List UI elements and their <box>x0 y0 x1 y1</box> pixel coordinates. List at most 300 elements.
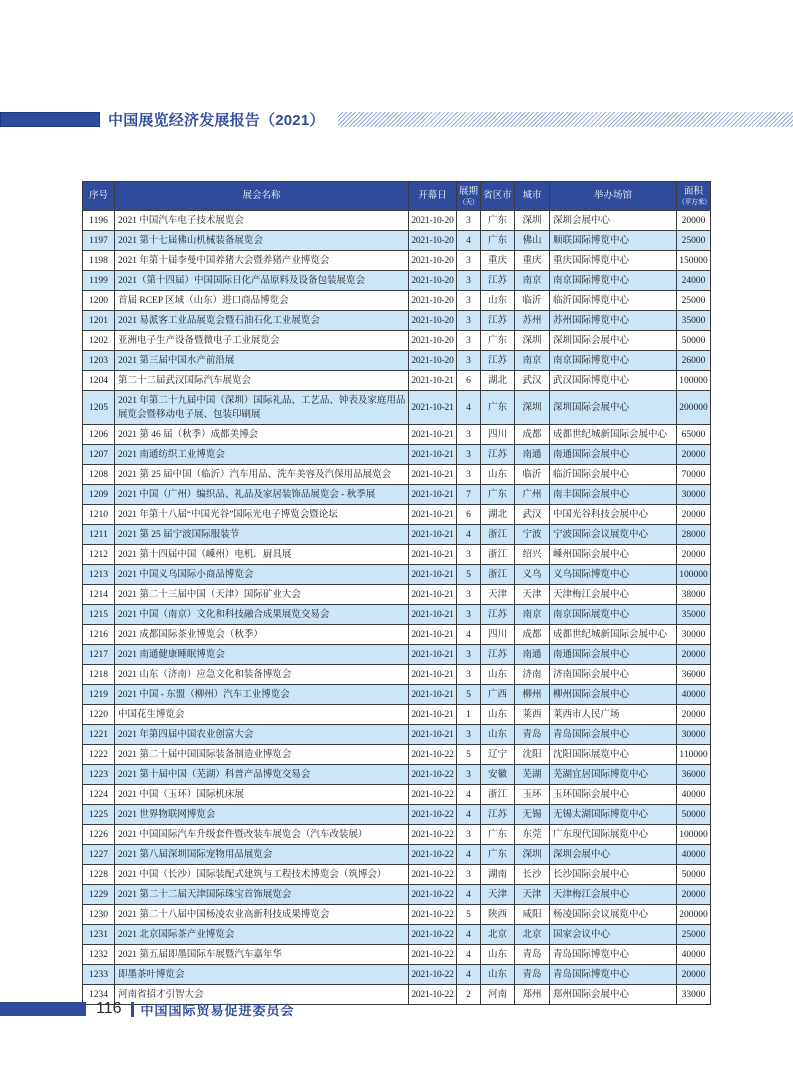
cell-name: 2021 第十七届佛山机械装备展览会 <box>115 231 409 251</box>
cell-date: 2021-10-21 <box>409 685 457 705</box>
cell-city: 深圳 <box>515 391 550 425</box>
cell-city: 广州 <box>515 485 550 505</box>
cell-no: 1221 <box>83 725 115 745</box>
cell-area: 150000 <box>677 251 711 271</box>
table-row <box>83 211 711 231</box>
page-footer <box>0 999 793 1019</box>
cell-venue: 南通国际会展中心 <box>550 645 677 665</box>
cell-no: 1222 <box>83 745 115 765</box>
cell-city: 天津 <box>515 885 550 905</box>
cell-date: 2021-10-22 <box>409 805 457 825</box>
cell-venue: 中国光谷科技会展中心 <box>550 505 677 525</box>
cell-date: 2021-10-22 <box>409 845 457 865</box>
cell-days: 3 <box>457 211 481 231</box>
cell-city: 佛山 <box>515 231 550 251</box>
cell-province: 安徽 <box>481 765 515 785</box>
cell-date: 2021-10-21 <box>409 665 457 685</box>
cell-no: 1227 <box>83 845 115 865</box>
cell-date: 2021-10-22 <box>409 865 457 885</box>
cell-days: 3 <box>457 545 481 565</box>
cell-city: 青岛 <box>515 725 550 745</box>
cell-name: 2021 中国（长沙）国际装配式建筑与工程技术博览会（筑博会） <box>115 865 409 885</box>
cell-date: 2021-10-21 <box>409 465 457 485</box>
cell-venue: 济南国际会展中心 <box>550 665 677 685</box>
cell-days: 3 <box>457 465 481 485</box>
cell-area: 25000 <box>677 925 711 945</box>
cell-name: 2021 第二十二届天津国际珠宝首饰展览会 <box>115 885 409 905</box>
table-row <box>83 271 711 291</box>
header-cell-province: 省区市 <box>481 182 515 211</box>
cell-province: 浙江 <box>481 525 515 545</box>
cell-date: 2021-10-21 <box>409 585 457 605</box>
cell-date: 2021-10-22 <box>409 745 457 765</box>
cell-area: 38000 <box>677 585 711 605</box>
cell-days: 3 <box>457 765 481 785</box>
cell-city: 武汉 <box>515 371 550 391</box>
cell-province: 江苏 <box>481 271 515 291</box>
cell-area: 65000 <box>677 425 711 445</box>
cell-days: 5 <box>457 685 481 705</box>
cell-days: 3 <box>457 645 481 665</box>
cell-days: 5 <box>457 905 481 925</box>
cell-area: 26000 <box>677 351 711 371</box>
cell-province: 天津 <box>481 585 515 605</box>
table-row <box>83 545 711 565</box>
cell-no: 1215 <box>83 605 115 625</box>
cell-no: 1203 <box>83 351 115 371</box>
cell-city: 柳州 <box>515 685 550 705</box>
cell-venue: 深圳国际会展中心 <box>550 391 677 425</box>
cell-area: 40000 <box>677 785 711 805</box>
hatch-pattern-decoration <box>338 112 793 127</box>
cell-no: 1232 <box>83 945 115 965</box>
cell-area: 24000 <box>677 271 711 291</box>
cell-no: 1200 <box>83 291 115 311</box>
cell-days: 3 <box>457 271 481 291</box>
cell-name: 2021 年第十八届“中国光谷”国际光电子博览会暨论坛 <box>115 505 409 525</box>
cell-area: 100000 <box>677 825 711 845</box>
cell-area: 20000 <box>677 445 711 465</box>
cell-city: 苏州 <box>515 311 550 331</box>
cell-days: 3 <box>457 825 481 845</box>
cell-date: 2021-10-22 <box>409 825 457 845</box>
table-row <box>83 231 711 251</box>
cell-days: 3 <box>457 605 481 625</box>
cell-city: 莱西 <box>515 705 550 725</box>
cell-province: 广东 <box>481 485 515 505</box>
cell-province: 山东 <box>481 945 515 965</box>
cell-name: 2021 中国义乌国际小商品博览会 <box>115 565 409 585</box>
cell-venue: 顺联国际博览中心 <box>550 231 677 251</box>
cell-name: 2021 成都国际茶业博览会（秋季） <box>115 625 409 645</box>
cell-area: 20000 <box>677 965 711 985</box>
cell-area: 35000 <box>677 605 711 625</box>
cell-date: 2021-10-21 <box>409 565 457 585</box>
cell-area: 100000 <box>677 565 711 585</box>
table-row <box>83 725 711 745</box>
table-row <box>83 645 711 665</box>
cell-date: 2021-10-21 <box>409 605 457 625</box>
cell-no: 1204 <box>83 371 115 391</box>
cell-city: 南通 <box>515 445 550 465</box>
cell-venue: 无锡太湖国际博览中心 <box>550 805 677 825</box>
cell-date: 2021-10-20 <box>409 351 457 371</box>
cell-days: 1 <box>457 705 481 725</box>
cell-date: 2021-10-22 <box>409 765 457 785</box>
cell-date: 2021-10-21 <box>409 705 457 725</box>
table-row <box>83 425 711 445</box>
cell-days: 4 <box>457 845 481 865</box>
cell-province: 四川 <box>481 625 515 645</box>
cell-city: 南京 <box>515 605 550 625</box>
cell-area: 20000 <box>677 645 711 665</box>
cell-province: 重庆 <box>481 251 515 271</box>
cell-area: 25000 <box>677 291 711 311</box>
cell-no: 1198 <box>83 251 115 271</box>
table-row <box>83 665 711 685</box>
cell-province: 广西 <box>481 685 515 705</box>
cell-date: 2021-10-20 <box>409 331 457 351</box>
table-row <box>83 445 711 465</box>
footer-divider <box>131 1002 134 1017</box>
cell-name: 2021 中国 - 东盟（柳州）汽车工业博览会 <box>115 685 409 705</box>
cell-venue: 青岛国际博览中心 <box>550 945 677 965</box>
cell-days: 4 <box>457 885 481 905</box>
table-row <box>83 845 711 865</box>
cell-name: 2021 年第十届李曼中国养猪大会暨养猪产业博览会 <box>115 251 409 271</box>
table-row <box>83 805 711 825</box>
cell-date: 2021-10-22 <box>409 925 457 945</box>
cell-name: 即墨茶叶博览会 <box>115 965 409 985</box>
cell-date: 2021-10-21 <box>409 505 457 525</box>
cell-city: 武汉 <box>515 505 550 525</box>
cell-date: 2021-10-21 <box>409 445 457 465</box>
table-row <box>83 485 711 505</box>
cell-venue: 天津梅江会展中心 <box>550 585 677 605</box>
cell-province: 湖北 <box>481 505 515 525</box>
cell-name: 2021 第五届即墨国际车展暨汽车嘉年华 <box>115 945 409 965</box>
table-row <box>83 351 711 371</box>
cell-date: 2021-10-22 <box>409 965 457 985</box>
cell-venue: 武汉国际博览中心 <box>550 371 677 391</box>
cell-province: 山东 <box>481 291 515 311</box>
cell-area: 40000 <box>677 685 711 705</box>
table-row <box>83 585 711 605</box>
cell-city: 义乌 <box>515 565 550 585</box>
cell-venue: 杨凌国际会议展览中心 <box>550 905 677 925</box>
cell-date: 2021-10-21 <box>409 545 457 565</box>
cell-city: 青岛 <box>515 965 550 985</box>
table-row <box>83 505 711 525</box>
cell-venue: 成都世纪城新国际会展中心 <box>550 425 677 445</box>
cell-area: 50000 <box>677 805 711 825</box>
cell-venue: 南京国际博览中心 <box>550 271 677 291</box>
cell-province: 浙江 <box>481 785 515 805</box>
cell-name: 亚洲电子生产设备暨微电子工业展览会 <box>115 331 409 351</box>
cell-area: 40000 <box>677 845 711 865</box>
cell-province: 山东 <box>481 465 515 485</box>
cell-province: 广东 <box>481 845 515 865</box>
table-row <box>83 745 711 765</box>
table-body <box>83 211 711 1005</box>
cell-city: 郑州 <box>515 985 550 1005</box>
cell-venue: 莱西市人民广场 <box>550 705 677 725</box>
cell-city: 玉环 <box>515 785 550 805</box>
cell-days: 4 <box>457 785 481 805</box>
cell-venue: 青岛国际会展中心 <box>550 725 677 745</box>
cell-venue: 宁波国际会议展览中心 <box>550 525 677 545</box>
cell-venue: 青岛国际博览中心 <box>550 965 677 985</box>
table-row <box>83 391 711 425</box>
table-row <box>83 705 711 725</box>
cell-date: 2021-10-22 <box>409 985 457 1005</box>
cell-days: 4 <box>457 945 481 965</box>
cell-no: 1210 <box>83 505 115 525</box>
cell-days: 4 <box>457 925 481 945</box>
cell-area: 50000 <box>677 331 711 351</box>
cell-days: 4 <box>457 625 481 645</box>
header-accent-bar <box>0 112 100 127</box>
cell-days: 5 <box>457 745 481 765</box>
cell-venue: 苏州国际博览中心 <box>550 311 677 331</box>
cell-date: 2021-10-22 <box>409 905 457 925</box>
cell-province: 陕西 <box>481 905 515 925</box>
cell-no: 1213 <box>83 565 115 585</box>
cell-province: 河南 <box>481 985 515 1005</box>
cell-area: 20000 <box>677 885 711 905</box>
cell-no: 1234 <box>83 985 115 1005</box>
cell-city: 济南 <box>515 665 550 685</box>
table-row <box>83 925 711 945</box>
cell-name: 2021 第十四届中国（嵊州）电机．厨具展 <box>115 545 409 565</box>
cell-no: 1224 <box>83 785 115 805</box>
cell-no: 1209 <box>83 485 115 505</box>
cell-province: 湖南 <box>481 865 515 885</box>
cell-area: 30000 <box>677 625 711 645</box>
cell-days: 2 <box>457 985 481 1005</box>
cell-days: 4 <box>457 231 481 251</box>
cell-days: 3 <box>457 425 481 445</box>
cell-days: 7 <box>457 485 481 505</box>
cell-province: 山东 <box>481 965 515 985</box>
table-row <box>83 465 711 485</box>
cell-province: 浙江 <box>481 565 515 585</box>
cell-name: 2021 中国（南京）文化和科技融合成果展览交易会 <box>115 605 409 625</box>
cell-city: 北京 <box>515 925 550 945</box>
cell-name: 2021 山东（济南）应急文化和装备博览会 <box>115 665 409 685</box>
cell-area: 200000 <box>677 391 711 425</box>
cell-name: 2021 中国汽车电子技术展览会 <box>115 211 409 231</box>
cell-name: 2021 中国国际汽车升级套件暨改装车展览会（汽车改装展） <box>115 825 409 845</box>
cell-venue: 芜湖宜居国际博览中心 <box>550 765 677 785</box>
table-row <box>83 865 711 885</box>
cell-days: 5 <box>457 565 481 585</box>
cell-venue: 南京国际展览中心 <box>550 605 677 625</box>
cell-venue: 郑州国际会展中心 <box>550 985 677 1005</box>
cell-name: 2021 第二十三届中国（天津）国际矿业大会 <box>115 585 409 605</box>
cell-city: 深圳 <box>515 331 550 351</box>
report-title: 中国展览经济发展报告（2021） <box>108 112 325 129</box>
header-cell-days: 展期 （天） <box>457 182 481 211</box>
cell-date: 2021-10-20 <box>409 291 457 311</box>
cell-name: 2021 第三届中国水产前沿展 <box>115 351 409 371</box>
cell-area: 28000 <box>677 525 711 545</box>
cell-area: 20000 <box>677 211 711 231</box>
table-row <box>83 311 711 331</box>
cell-name: 中国花生博览会 <box>115 705 409 725</box>
cell-area: 70000 <box>677 465 711 485</box>
cell-area: 33000 <box>677 985 711 1005</box>
cell-date: 2021-10-21 <box>409 425 457 445</box>
cell-venue: 国家会议中心 <box>550 925 677 945</box>
cell-no: 1211 <box>83 525 115 545</box>
header-cell-city: 城市 <box>515 182 550 211</box>
cell-days: 4 <box>457 391 481 425</box>
cell-city: 南通 <box>515 645 550 665</box>
cell-no: 1220 <box>83 705 115 725</box>
table-row <box>83 825 711 845</box>
table-row <box>83 605 711 625</box>
cell-province: 广东 <box>481 391 515 425</box>
cell-name: 2021 第二十八届中国杨凌农业高新科技成果博览会 <box>115 905 409 925</box>
cell-venue: 成都世纪城新国际会展中心 <box>550 625 677 645</box>
organization-name: 中国国际贸易促进委员会 <box>140 1002 295 1018</box>
cell-days: 6 <box>457 371 481 391</box>
cell-province: 四川 <box>481 425 515 445</box>
cell-area: 36000 <box>677 665 711 685</box>
cell-city: 深圳 <box>515 845 550 865</box>
cell-venue: 深圳会展中心 <box>550 845 677 865</box>
cell-city: 沈阳 <box>515 745 550 765</box>
cell-province: 山东 <box>481 665 515 685</box>
cell-name: 2021 中国（广州）编织品、礼品及家居装饰品展览会 - 秋季展 <box>115 485 409 505</box>
cell-date: 2021-10-20 <box>409 231 457 251</box>
cell-no: 1196 <box>83 211 115 231</box>
cell-area: 110000 <box>677 745 711 765</box>
cell-no: 1225 <box>83 805 115 825</box>
table-row <box>83 965 711 985</box>
cell-city: 深圳 <box>515 211 550 231</box>
cell-area: 30000 <box>677 485 711 505</box>
cell-venue: 广东现代国际展览中心 <box>550 825 677 845</box>
cell-days: 3 <box>457 725 481 745</box>
cell-date: 2021-10-20 <box>409 311 457 331</box>
cell-days: 6 <box>457 505 481 525</box>
cell-name: 河南省招才引智大会 <box>115 985 409 1005</box>
cell-area: 20000 <box>677 505 711 525</box>
cell-date: 2021-10-20 <box>409 211 457 231</box>
cell-province: 江苏 <box>481 445 515 465</box>
cell-area: 35000 <box>677 311 711 331</box>
cell-days: 3 <box>457 331 481 351</box>
cell-venue: 临沂国际会展中心 <box>550 465 677 485</box>
cell-no: 1226 <box>83 825 115 845</box>
cell-province: 广东 <box>481 331 515 351</box>
cell-days: 3 <box>457 251 481 271</box>
cell-city: 青岛 <box>515 945 550 965</box>
table-row <box>83 625 711 645</box>
cell-venue: 南通国际会展中心 <box>550 445 677 465</box>
cell-city: 成都 <box>515 625 550 645</box>
cell-city: 临沂 <box>515 291 550 311</box>
cell-province: 广东 <box>481 825 515 845</box>
cell-province: 广东 <box>481 211 515 231</box>
cell-area: 40000 <box>677 945 711 965</box>
cell-name: 第二十二届武汉国际汽车展览会 <box>115 371 409 391</box>
cell-no: 1205 <box>83 391 115 425</box>
cell-name: 2021（第十四届）中国国际日化产品原料及设备包装展览会 <box>115 271 409 291</box>
cell-name: 2021 中国（玉环）国际机床展 <box>115 785 409 805</box>
cell-no: 1208 <box>83 465 115 485</box>
cell-province: 北京 <box>481 925 515 945</box>
table-row <box>83 905 711 925</box>
cell-venue: 嵊州国际会展中心 <box>550 545 677 565</box>
cell-city: 东莞 <box>515 825 550 845</box>
cell-province: 浙江 <box>481 545 515 565</box>
cell-area: 20000 <box>677 545 711 565</box>
table-row <box>83 331 711 351</box>
cell-no: 1233 <box>83 965 115 985</box>
cell-name: 2021 世界物联网博览会 <box>115 805 409 825</box>
cell-no: 1230 <box>83 905 115 925</box>
cell-venue: 深圳国际会展中心 <box>550 331 677 351</box>
cell-no: 1202 <box>83 331 115 351</box>
table-row <box>83 291 711 311</box>
page-number: 116 <box>96 1000 122 1017</box>
table-row <box>83 251 711 271</box>
cell-date: 2021-10-20 <box>409 271 457 291</box>
table-header-row <box>83 182 711 211</box>
cell-area: 25000 <box>677 231 711 251</box>
cell-no: 1199 <box>83 271 115 291</box>
cell-venue: 长沙国际会展中心 <box>550 865 677 885</box>
cell-days: 3 <box>457 865 481 885</box>
cell-date: 2021-10-21 <box>409 625 457 645</box>
cell-name: 首届 RCEP 区域（山东）进口商品博览会 <box>115 291 409 311</box>
cell-city: 成都 <box>515 425 550 445</box>
cell-venue: 义乌国际博览中心 <box>550 565 677 585</box>
cell-city: 绍兴 <box>515 545 550 565</box>
cell-days: 4 <box>457 805 481 825</box>
cell-date: 2021-10-22 <box>409 945 457 965</box>
page-header <box>0 111 793 128</box>
cell-venue: 天津梅江会展中心 <box>550 885 677 905</box>
cell-no: 1219 <box>83 685 115 705</box>
cell-city: 无锡 <box>515 805 550 825</box>
cell-province: 湖北 <box>481 371 515 391</box>
table-row <box>83 945 711 965</box>
cell-province: 广东 <box>481 231 515 251</box>
table-head <box>83 182 711 211</box>
cell-name: 2021 第十届中国（芜湖）科普产品博览交易会 <box>115 765 409 785</box>
cell-venue: 深圳会展中心 <box>550 211 677 231</box>
cell-name: 2021 南通健康睡眠博览会 <box>115 645 409 665</box>
cell-name: 2021 年第二十九届中国（深圳）国际礼品、工艺品、钟表及家庭用品展览会暨移动电子展、包装印刷展 <box>115 391 409 425</box>
cell-days: 3 <box>457 351 481 371</box>
cell-name: 2021 易派客工业品展览会暨石油石化工业展览会 <box>115 311 409 331</box>
cell-province: 辽宁 <box>481 745 515 765</box>
cell-date: 2021-10-21 <box>409 371 457 391</box>
cell-province: 江苏 <box>481 605 515 625</box>
cell-days: 4 <box>457 525 481 545</box>
cell-area: 20000 <box>677 705 711 725</box>
cell-days: 3 <box>457 445 481 465</box>
cell-name: 2021 第 25 届宁波国际服装节 <box>115 525 409 545</box>
cell-area: 200000 <box>677 905 711 925</box>
cell-venue: 柳州国际会展中心 <box>550 685 677 705</box>
cell-date: 2021-10-21 <box>409 525 457 545</box>
cell-city: 南京 <box>515 351 550 371</box>
